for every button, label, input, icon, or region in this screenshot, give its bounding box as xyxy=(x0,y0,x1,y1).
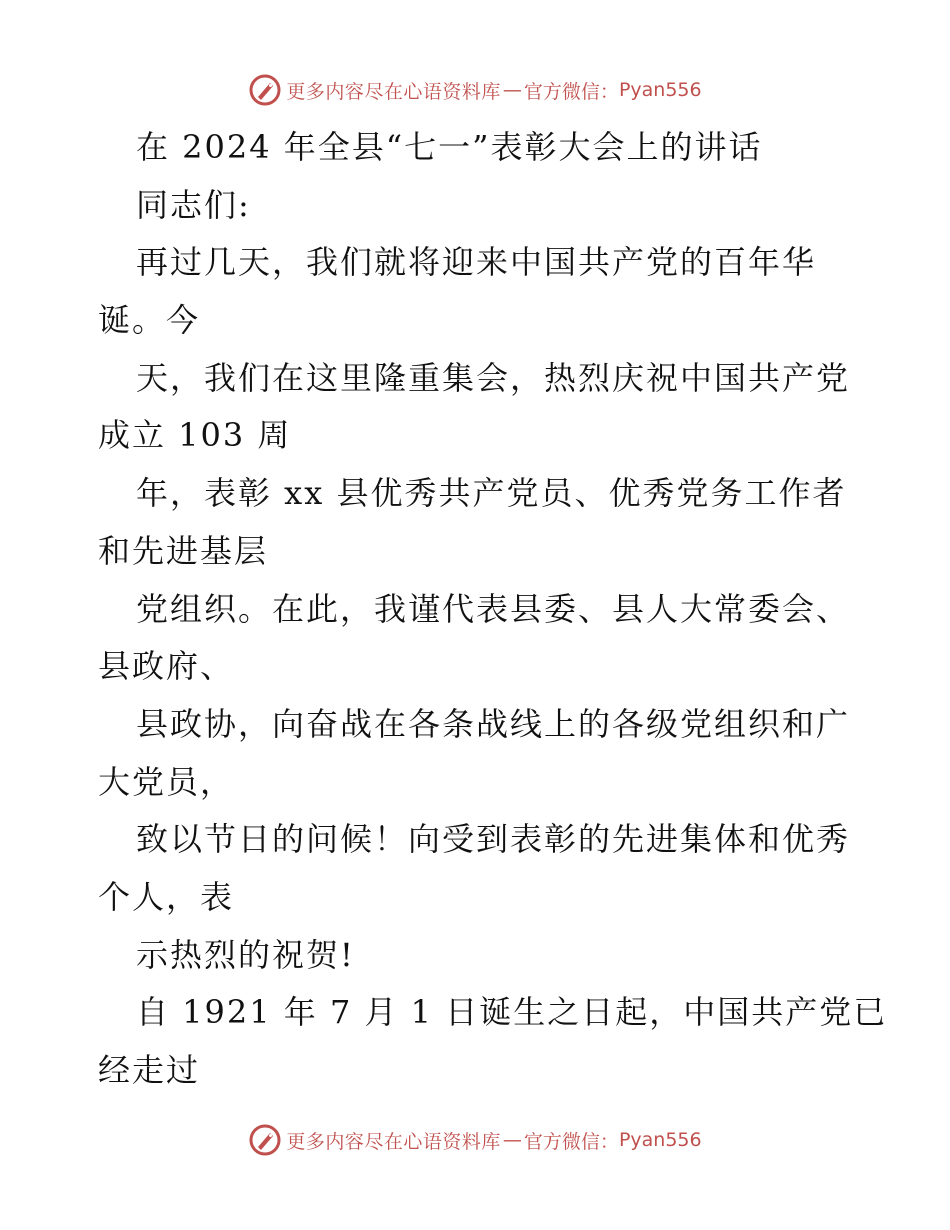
text-line: 致以节日的问候！向受到表彰的先进集体和优秀 xyxy=(136,820,851,859)
salutation: 同志们: xyxy=(136,185,251,224)
watermark-dash: — xyxy=(502,1129,522,1151)
header-watermark xyxy=(0,72,950,108)
text-line: 县政协，向奋战在各条战线上的各级党组织和广 xyxy=(136,704,851,743)
text-line: 和先进基层 xyxy=(98,531,269,570)
text-line: 个人，表 xyxy=(98,877,235,916)
watermark-main-text: 更多内容尽在心语资料库 xyxy=(286,1130,501,1153)
document-body xyxy=(98,119,888,1100)
text-line: 示热烈的祝贺! xyxy=(136,935,355,974)
document-title: 在 2024 年全县“七一”表彰大会上的讲话 xyxy=(136,128,763,166)
watermark-wechat-id: Pyan556 xyxy=(618,79,702,101)
watermark-wechat-label: 官方微信： xyxy=(523,1130,619,1153)
watermark-main-text: 更多内容尽在心语资料库 xyxy=(286,80,501,103)
pen-nib-logo-icon xyxy=(248,1123,282,1157)
text-line: 诞。今 xyxy=(98,301,201,340)
text-line: 经走过 xyxy=(98,1051,201,1089)
watermark-wechat-label: 官方微信： xyxy=(523,80,619,103)
text-line: 县政府、 xyxy=(98,647,235,686)
text-line: 年，表彰 xx 县优秀共产党员、优秀党务工作者 xyxy=(136,474,847,513)
text-line: 自 1921 年 7 月 1 日诞生之日起，中国共产党已 xyxy=(136,993,888,1032)
footer-watermark xyxy=(0,1122,950,1158)
watermark-wechat-id: Pyan556 xyxy=(618,1129,702,1151)
pen-nib-logo-icon xyxy=(248,73,282,107)
text-line: 成立 103 周 xyxy=(98,416,292,455)
watermark-dash: — xyxy=(502,79,522,101)
text-line: 天，我们在这里隆重集会，热烈庆祝中国共产党 xyxy=(136,358,851,397)
text-line: 大党员， xyxy=(98,762,235,801)
text-line: 再过几天，我们就将迎来中国共产党的百年华 xyxy=(136,243,817,282)
text-line: 党组织。在此，我谨代表县委、县人大常委会、 xyxy=(136,589,851,628)
